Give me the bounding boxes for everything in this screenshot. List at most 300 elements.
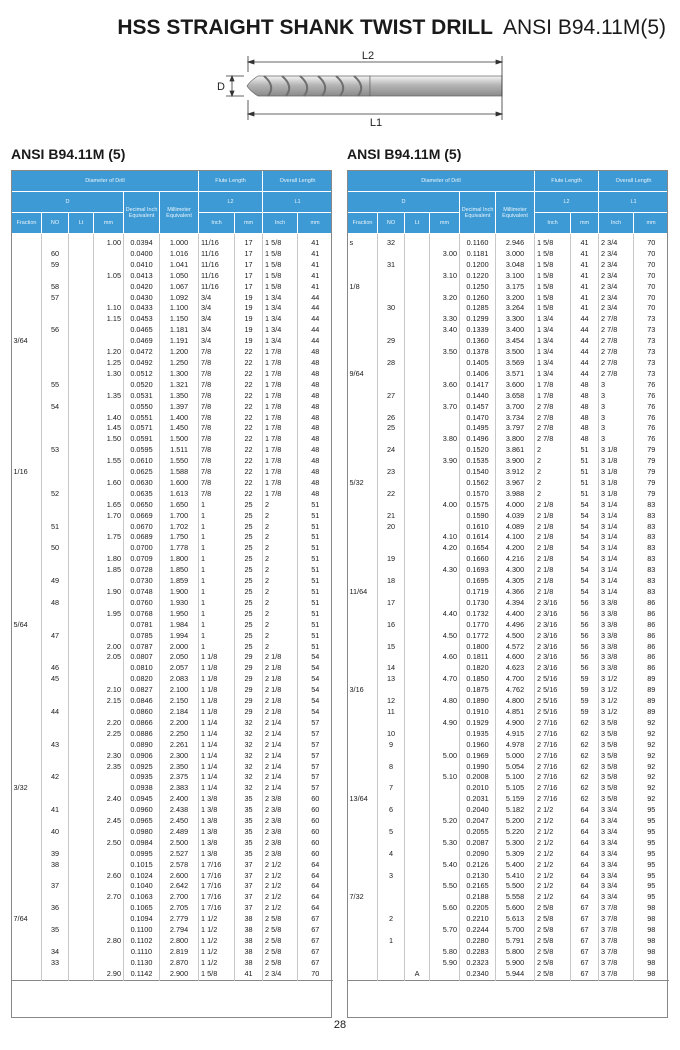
cell-overall-mm: 48: [298, 380, 333, 391]
cell-mm: [94, 598, 124, 609]
cell-millimeter: 5.558: [496, 892, 535, 903]
cell-letter: [69, 347, 94, 358]
cell-mm: [430, 827, 460, 838]
header-millimeter: Millimeter Equivalent: [160, 192, 199, 234]
cell-fraction: [12, 445, 42, 456]
table-row: [348, 282, 669, 293]
cell-flute-mm: 22: [235, 456, 263, 467]
table-row: [348, 871, 669, 882]
cell-letter: [405, 762, 430, 773]
cell-letter: [69, 740, 94, 751]
table-row: [348, 838, 669, 849]
cell-millimeter: 4.300: [496, 565, 535, 576]
cell-overall-mm: 54: [298, 674, 333, 685]
cell-flute-mm: 22: [235, 467, 263, 478]
cell-decimal-inch: 0.1570: [460, 489, 496, 500]
cell-overall-mm: 73: [634, 347, 669, 358]
cell-fraction: [12, 369, 42, 380]
cell-fraction: [12, 860, 42, 871]
cell-overall-inch: 2 3/4: [599, 249, 634, 260]
cell-mm: 3.60: [430, 380, 460, 391]
cell-letter: [69, 772, 94, 783]
cell-overall-inch: 3 3/4: [599, 849, 634, 860]
cell-millimeter: 4.100: [496, 532, 535, 543]
cell-fraction: [12, 456, 42, 467]
table-row: [12, 685, 333, 696]
cell-number: [378, 249, 405, 260]
cell-number: [378, 500, 405, 511]
cell-letter: [405, 271, 430, 282]
cell-mm: 3.10: [430, 271, 460, 282]
cell-overall-inch: 3 1/8: [599, 445, 634, 456]
cell-overall-inch: 1 7/8: [263, 478, 298, 489]
cell-flute-inch: 2 5/8: [535, 947, 571, 958]
table-row: [12, 532, 333, 543]
table-row: [348, 423, 669, 434]
cell-decimal-inch: 0.1614: [460, 532, 496, 543]
cell-letter: [69, 314, 94, 325]
cell-millimeter: 2.300: [160, 751, 199, 762]
cell-decimal-inch: 0.0469: [124, 336, 160, 347]
cell-letter: [405, 456, 430, 467]
cell-number: [378, 282, 405, 293]
cell-mm: [430, 423, 460, 434]
cell-decimal-inch: 0.1929: [460, 718, 496, 729]
cell-overall-mm: 98: [634, 903, 669, 914]
cell-flute-inch: 2: [535, 456, 571, 467]
cell-flute-inch: 1 3/4: [535, 336, 571, 347]
cell-fraction: [348, 456, 378, 467]
cell-decimal-inch: 0.0995: [124, 849, 160, 860]
cell-number: 23: [378, 467, 405, 478]
cell-overall-mm: 67: [298, 958, 333, 969]
cell-flute-mm: 54: [571, 587, 599, 598]
cell-flute-mm: 62: [571, 740, 599, 751]
cell-flute-inch: 2 5/16: [535, 696, 571, 707]
header-l2: L2: [199, 192, 263, 213]
cell-flute-mm: 29: [235, 696, 263, 707]
cell-mm: 2.25: [94, 729, 124, 740]
cell-decimal-inch: 0.2280: [460, 936, 496, 947]
cell-fraction: 13/64: [349, 794, 368, 804]
table-row: [12, 391, 333, 402]
cell-number: [378, 325, 405, 336]
cell-overall-mm: 95: [634, 881, 669, 892]
cell-fraction: [348, 511, 378, 522]
cell-overall-mm: 48: [298, 445, 333, 456]
cell-overall-inch: 1 7/8: [263, 489, 298, 500]
cell-number: [42, 762, 69, 773]
cell-overall-mm: 57: [298, 783, 333, 794]
cell-overall-mm: 48: [298, 413, 333, 424]
cell-letter: [405, 369, 430, 380]
cell-overall-mm: 83: [634, 522, 669, 533]
cell-fraction: [12, 391, 42, 402]
cell-mm: 1.25: [94, 358, 124, 369]
cell-flute-inch: 2 1/2: [535, 892, 571, 903]
cell-millimeter: 5.944: [496, 969, 535, 980]
cell-decimal-inch: 0.0965: [124, 816, 160, 827]
cell-number: [378, 347, 405, 358]
cell-overall-inch: 3 5/8: [599, 729, 634, 740]
cell-decimal-inch: 0.2188: [460, 892, 496, 903]
cell-letter: [69, 936, 94, 947]
cell-flute-mm: 19: [235, 325, 263, 336]
table-row: [12, 947, 333, 958]
cell-mm: [430, 685, 460, 696]
cell-letter: [405, 947, 430, 958]
cell-letter: [69, 576, 94, 587]
cell-flute-inch: 7/8: [199, 413, 235, 424]
table-row: [348, 554, 669, 565]
cell-mm: [430, 871, 460, 882]
table-row: [348, 947, 669, 958]
cell-fraction: 7/32: [349, 892, 364, 902]
cell-flute-inch: 7/8: [199, 391, 235, 402]
cell-flute-mm: 64: [571, 805, 599, 816]
cell-flute-mm: 25: [235, 565, 263, 576]
cell-overall-inch: 2 1/4: [263, 718, 298, 729]
cell-fraction: [12, 271, 42, 282]
cell-overall-inch: 3 3/4: [599, 838, 634, 849]
cell-flute-mm: 56: [571, 598, 599, 609]
cell-mm: [430, 762, 460, 773]
cell-letter: [69, 925, 94, 936]
cell-decimal-inch: 0.1660: [460, 554, 496, 565]
table-row: [12, 849, 333, 860]
cell-millimeter: 2.375: [160, 772, 199, 783]
cell-decimal-inch: 0.1470: [460, 413, 496, 424]
cell-decimal-inch: 0.0935: [124, 772, 160, 783]
cell-millimeter: 4.039: [496, 511, 535, 522]
cell-flute-mm: 67: [571, 947, 599, 958]
cell-flute-inch: 7/8: [199, 369, 235, 380]
cell-overall-mm: 57: [298, 718, 333, 729]
cell-letter: [69, 783, 94, 794]
cell-flute-inch: 1 1/2: [199, 925, 235, 936]
cell-millimeter: 1.750: [160, 532, 199, 543]
cell-decimal-inch: 0.1496: [460, 434, 496, 445]
cell-fraction: [12, 969, 42, 980]
cell-flute-inch: 1 3/8: [199, 838, 235, 849]
cell-mm: [94, 958, 124, 969]
cell-overall-inch: 2 3/8: [263, 794, 298, 805]
cell-decimal-inch: 0.1969: [460, 751, 496, 762]
cell-mm: 1.55: [94, 456, 124, 467]
cell-overall-inch: 2 1/4: [263, 751, 298, 762]
cell-flute-inch: 1 1/2: [199, 936, 235, 947]
cell-flute-mm: 41: [571, 260, 599, 271]
cell-letter: [69, 249, 94, 260]
cell-flute-mm: 41: [571, 271, 599, 282]
cell-mm: [430, 707, 460, 718]
cell-number: [378, 794, 405, 805]
cell-fraction: [348, 947, 378, 958]
cell-letter: [69, 805, 94, 816]
cell-number: [42, 271, 69, 282]
cell-mm: 3.00: [430, 249, 460, 260]
cell-flute-inch: 2 1/8: [535, 554, 571, 565]
table-row: [348, 293, 669, 304]
cell-millimeter: 1.950: [160, 609, 199, 620]
cell-fraction: [348, 336, 378, 347]
cell-letter: [69, 554, 94, 565]
cell-overall-inch: 2: [263, 642, 298, 653]
cell-decimal-inch: 0.0960: [124, 805, 160, 816]
cell-letter: [405, 794, 430, 805]
cell-flute-inch: 1: [199, 543, 235, 554]
cell-millimeter: 2.200: [160, 718, 199, 729]
cell-flute-inch: 11/16: [199, 271, 235, 282]
cell-fraction: [348, 303, 378, 314]
cell-mm: [430, 587, 460, 598]
table-row: [12, 598, 333, 609]
cell-number: 32: [378, 234, 405, 249]
cell-overall-inch: 3 1/8: [599, 489, 634, 500]
cell-letter: [69, 718, 94, 729]
header-fraction: Fraction: [12, 213, 42, 234]
cell-mm: [94, 325, 124, 336]
cell-decimal-inch: 0.1990: [460, 762, 496, 773]
cell-mm: [94, 620, 124, 631]
cell-fraction: [348, 260, 378, 271]
cell-decimal-inch: 0.1065: [124, 903, 160, 914]
cell-overall-inch: 2 1/4: [263, 762, 298, 773]
cell-overall-inch: 2 1/2: [263, 871, 298, 882]
cell-letter: [69, 293, 94, 304]
cell-fraction: [12, 772, 42, 783]
cell-fraction: [12, 729, 42, 740]
cell-flute-mm: 44: [571, 336, 599, 347]
cell-letter: [405, 751, 430, 762]
cell-mm: [430, 336, 460, 347]
cell-overall-inch: 2: [263, 565, 298, 576]
cell-overall-inch: 2 1/2: [263, 881, 298, 892]
cell-mm: [430, 936, 460, 947]
table-row: [348, 500, 669, 511]
table-row: [348, 380, 669, 391]
cell-flute-inch: 3/4: [199, 336, 235, 347]
cell-overall-mm: 51: [298, 522, 333, 533]
cell-letter: [405, 620, 430, 631]
cell-flute-mm: 22: [235, 358, 263, 369]
cell-flute-inch: 1: [199, 620, 235, 631]
cell-millimeter: 2.642: [160, 881, 199, 892]
cell-overall-mm: 76: [634, 434, 669, 445]
cell-overall-inch: 2: [263, 543, 298, 554]
cell-fraction: [12, 947, 42, 958]
cell-flute-mm: 62: [571, 794, 599, 805]
header-l2: L2: [535, 192, 599, 213]
cell-mm: [94, 260, 124, 271]
cell-flute-inch: 1: [199, 609, 235, 620]
table-row: [348, 936, 669, 947]
header-flute-length: Flute Length: [535, 171, 599, 192]
cell-number: 25: [378, 423, 405, 434]
table-row: [348, 881, 669, 892]
cell-letter: [405, 402, 430, 413]
cell-overall-mm: 73: [634, 358, 669, 369]
cell-decimal-inch: 0.2126: [460, 860, 496, 871]
label-l2: L2: [361, 50, 375, 62]
cell-overall-inch: 2: [263, 609, 298, 620]
cell-fraction: [348, 271, 378, 282]
cell-millimeter: 4.900: [496, 718, 535, 729]
cell-overall-mm: 48: [298, 478, 333, 489]
cell-letter: [405, 282, 430, 293]
cell-fraction: [348, 849, 378, 860]
cell-flute-mm: 54: [571, 522, 599, 533]
cell-flute-mm: 48: [571, 402, 599, 413]
left-table: [11, 170, 333, 981]
header-l2-mm: mm: [571, 213, 599, 234]
cell-overall-inch: 1 3/4: [263, 293, 298, 304]
cell-flute-inch: 2 3/16: [535, 642, 571, 653]
cell-decimal-inch: 0.1695: [460, 576, 496, 587]
cell-flute-inch: 3/4: [199, 293, 235, 304]
label-l1: L1: [369, 117, 383, 129]
cell-decimal-inch: 0.1772: [460, 631, 496, 642]
cell-fraction: [348, 423, 378, 434]
cell-overall-mm: 51: [298, 587, 333, 598]
cell-fraction: [12, 293, 42, 304]
cell-number: 7: [378, 783, 405, 794]
cell-mm: 2.90: [94, 969, 124, 980]
cell-letter: [69, 762, 94, 773]
cell-number: [42, 620, 69, 631]
cell-fraction: [12, 347, 42, 358]
cell-fraction: s: [349, 238, 354, 247]
cell-overall-inch: 2 3/8: [263, 838, 298, 849]
table-row: [12, 783, 333, 794]
cell-mm: [430, 489, 460, 500]
cell-decimal-inch: 0.1890: [460, 696, 496, 707]
cell-flute-inch: 2 3/16: [535, 663, 571, 674]
label-d: D: [217, 81, 225, 93]
cell-overall-inch: 3 3/4: [599, 892, 634, 903]
cell-overall-mm: 73: [634, 369, 669, 380]
cell-letter: [69, 674, 94, 685]
cell-overall-mm: 51: [298, 642, 333, 653]
cell-number: [42, 587, 69, 598]
cell-letter: [69, 456, 94, 467]
cell-number: 57: [42, 293, 69, 304]
cell-fraction: [348, 652, 378, 663]
cell-millimeter: 3.700: [496, 402, 535, 413]
cell-fraction: 3/32: [13, 783, 28, 793]
cell-mm: 1.30: [94, 369, 124, 380]
cell-overall-inch: 3 1/2: [599, 685, 634, 696]
cell-flute-mm: 41: [571, 293, 599, 304]
cell-number: [42, 303, 69, 314]
cell-overall-mm: 60: [298, 838, 333, 849]
cell-letter: [405, 936, 430, 947]
cell-flute-inch: 1 1/2: [199, 914, 235, 925]
cell-letter: [405, 816, 430, 827]
cell-decimal-inch: 0.0430: [124, 293, 160, 304]
cell-number: [42, 936, 69, 947]
cell-fraction: [348, 718, 378, 729]
cell-millimeter: 5.182: [496, 805, 535, 816]
table-row: [348, 434, 669, 445]
cell-flute-mm: 19: [235, 293, 263, 304]
cell-number: 53: [42, 445, 69, 456]
cell-flute-mm: 22: [235, 380, 263, 391]
cell-flute-mm: 22: [235, 489, 263, 500]
cell-overall-mm: 79: [634, 456, 669, 467]
cell-millimeter: 1.450: [160, 423, 199, 434]
cell-decimal-inch: 0.1590: [460, 511, 496, 522]
cell-number: [378, 543, 405, 554]
cell-number: [42, 892, 69, 903]
cell-overall-inch: 3 5/8: [599, 762, 634, 773]
cell-overall-mm: 48: [298, 456, 333, 467]
table-row: [12, 652, 333, 663]
cell-overall-mm: 76: [634, 402, 669, 413]
cell-number: 56: [42, 325, 69, 336]
table-row: [12, 260, 333, 271]
cell-flute-mm: 38: [235, 914, 263, 925]
cell-millimeter: 1.397: [160, 402, 199, 413]
cell-decimal-inch: 0.1457: [460, 402, 496, 413]
left-table-body: [12, 234, 333, 981]
cell-decimal-inch: 0.0807: [124, 652, 160, 663]
cell-mm: [94, 827, 124, 838]
cell-number: 12: [378, 696, 405, 707]
cell-decimal-inch: 0.1220: [460, 271, 496, 282]
cell-flute-inch: 11/16: [199, 260, 235, 271]
cell-fraction: [348, 707, 378, 718]
cell-number: [378, 772, 405, 783]
cell-letter: [69, 489, 94, 500]
cell-millimeter: 1.350: [160, 391, 199, 402]
table-row: [348, 642, 669, 653]
cell-flute-inch: 2 3/16: [535, 631, 571, 642]
cell-overall-inch: 2 7/8: [599, 314, 634, 325]
cell-flute-mm: 25: [235, 543, 263, 554]
cell-fraction: [348, 347, 378, 358]
cell-millimeter: 2.050: [160, 652, 199, 663]
cell-overall-inch: 3: [599, 380, 634, 391]
table-row: [12, 772, 333, 783]
cell-millimeter: 3.967: [496, 478, 535, 489]
cell-fraction: [348, 631, 378, 642]
table-row: [348, 783, 669, 794]
cell-overall-mm: 54: [298, 696, 333, 707]
cell-fraction: [12, 234, 42, 249]
cell-number: [42, 565, 69, 576]
cell-fraction: [348, 696, 378, 707]
cell-overall-mm: 41: [298, 282, 333, 293]
cell-flute-mm: 64: [571, 892, 599, 903]
cell-decimal-inch: 0.2040: [460, 805, 496, 816]
cell-flute-mm: 62: [571, 783, 599, 794]
cell-overall-mm: 51: [298, 620, 333, 631]
cell-overall-mm: 83: [634, 500, 669, 511]
cell-number: 46: [42, 663, 69, 674]
cell-mm: 1.45: [94, 423, 124, 434]
cell-flute-mm: 17: [235, 249, 263, 260]
cell-mm: 3.30: [430, 314, 460, 325]
table-row: [12, 402, 333, 413]
cell-number: [378, 958, 405, 969]
cell-fraction: [12, 303, 42, 314]
table-row: [12, 478, 333, 489]
page-number: 28: [333, 1019, 347, 1031]
cell-decimal-inch: 0.2010: [460, 783, 496, 794]
cell-flute-inch: 1 7/16: [199, 871, 235, 882]
cell-overall-inch: 3 1/4: [599, 554, 634, 565]
